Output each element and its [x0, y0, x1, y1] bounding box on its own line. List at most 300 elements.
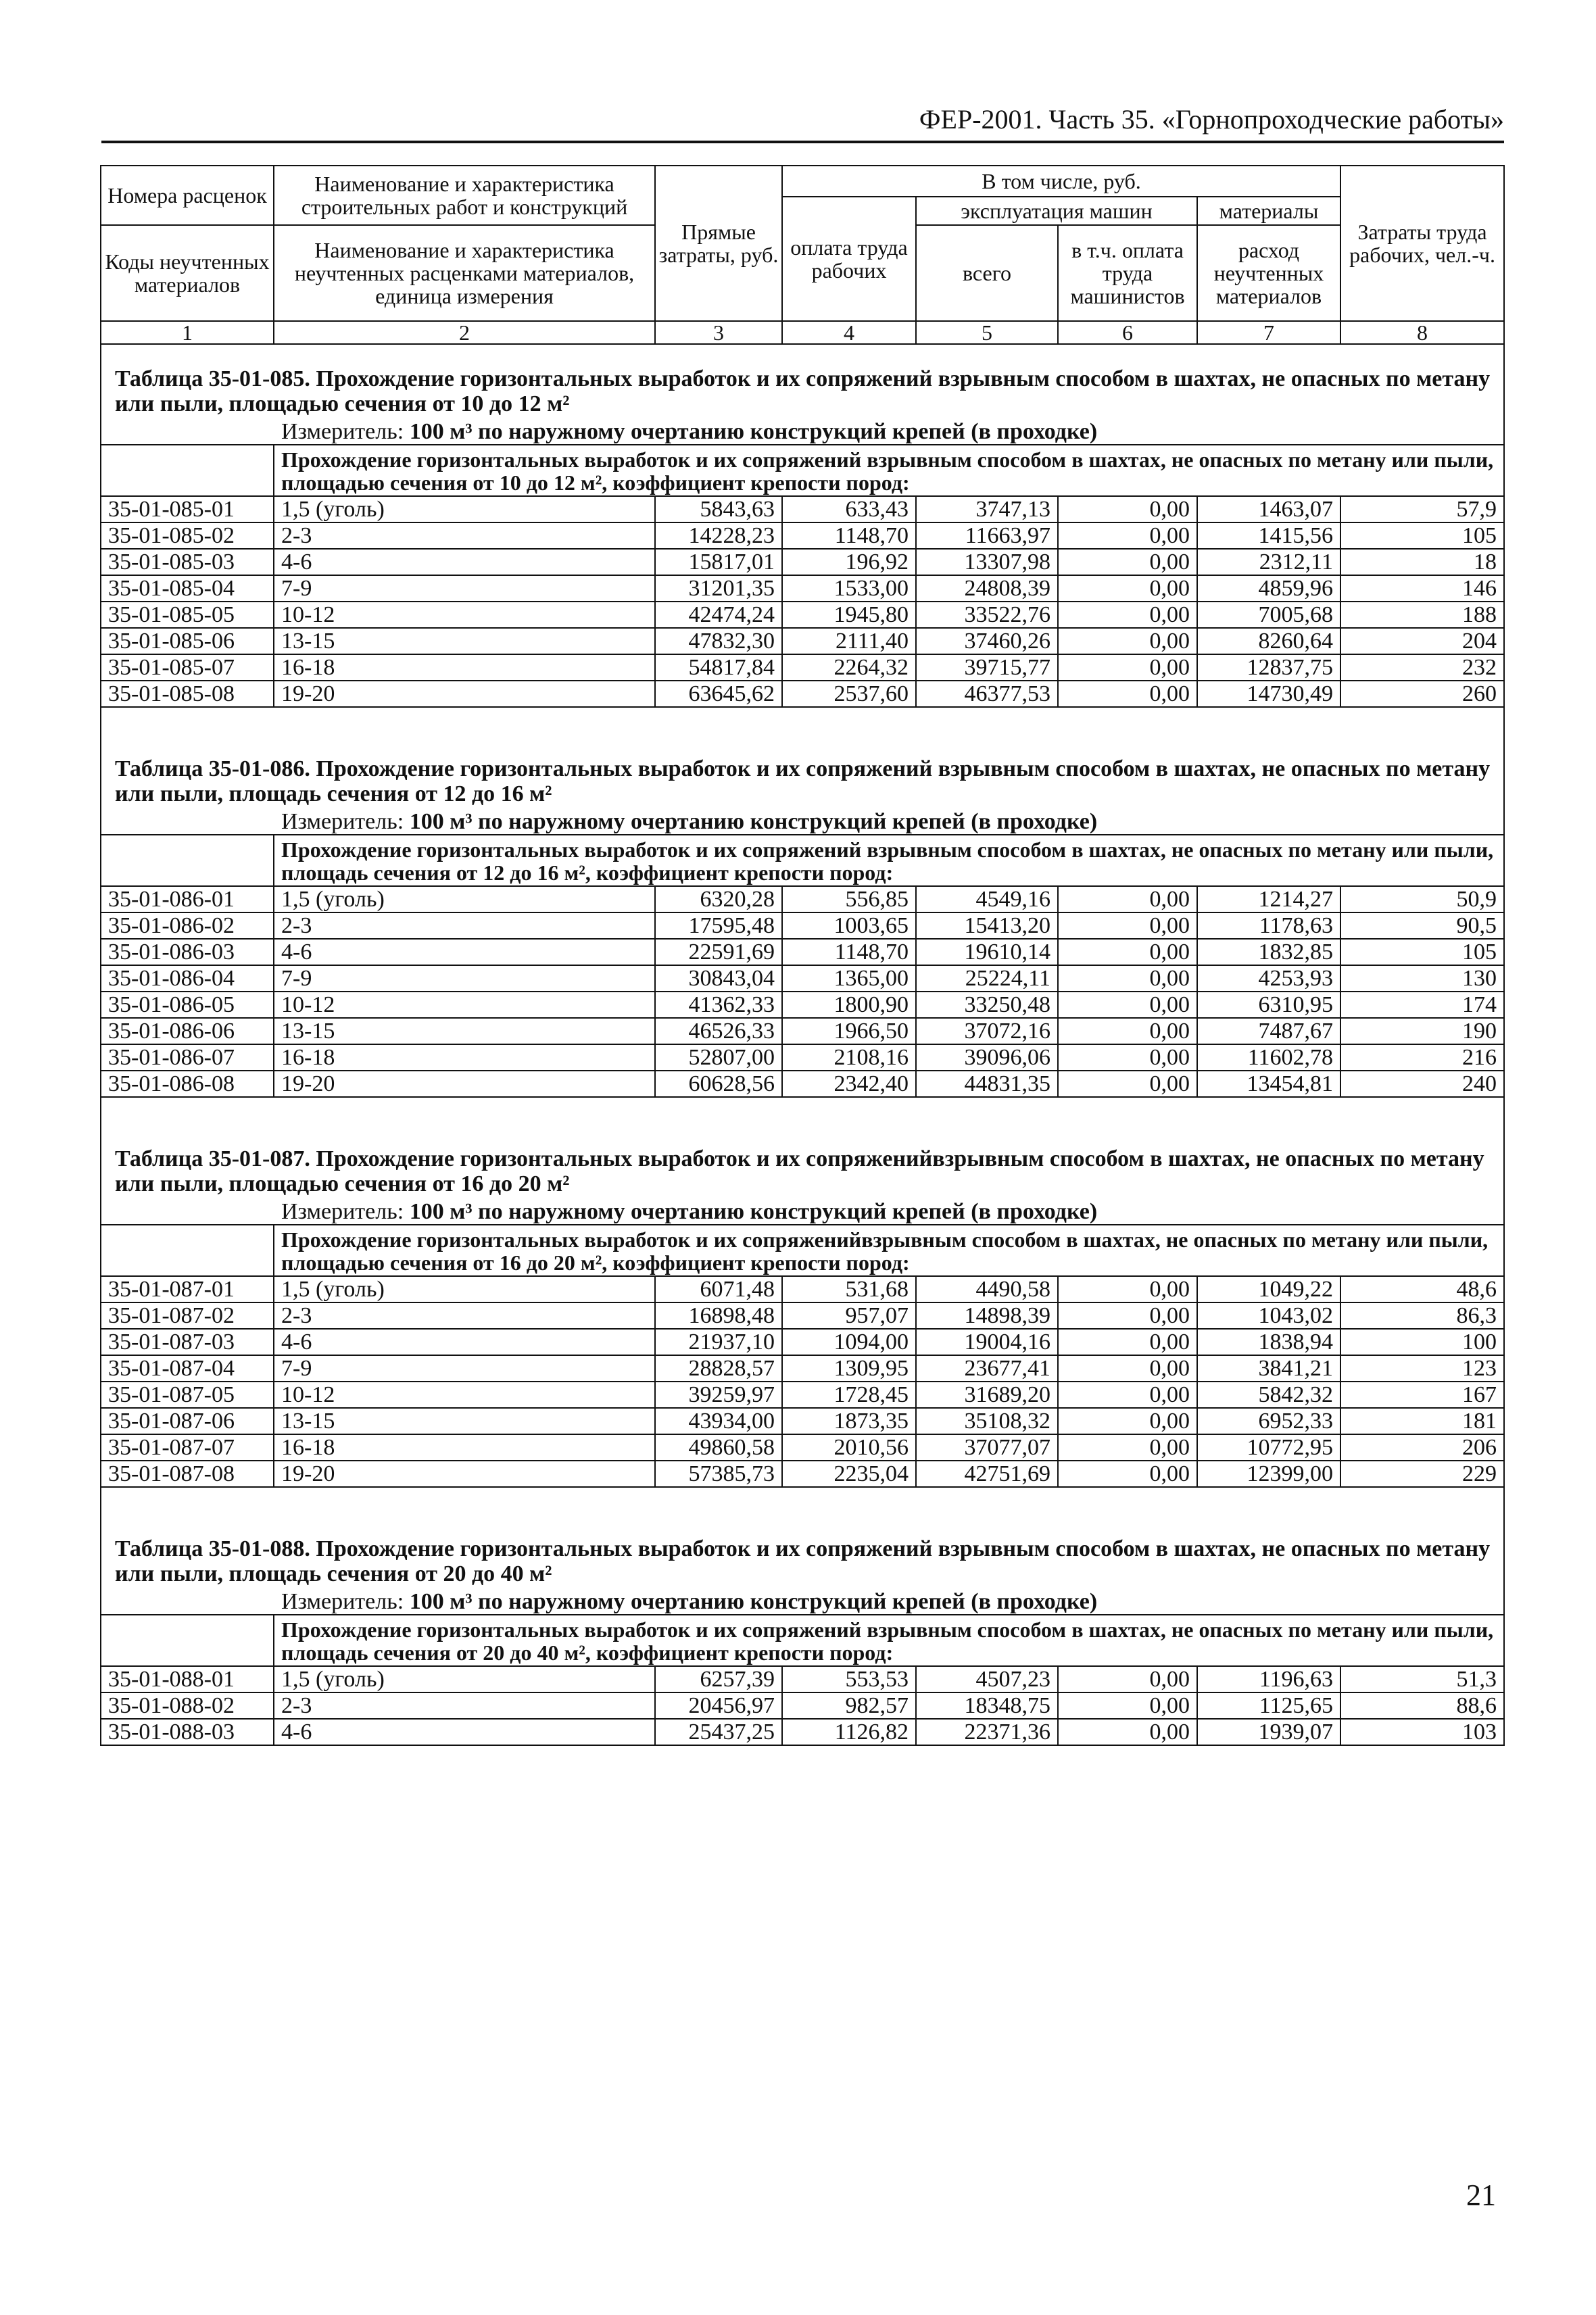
- labor-pay: 2010,56: [782, 1434, 916, 1461]
- machine-total: 44831,35: [916, 1071, 1058, 1097]
- labor-hours: 88,6: [1340, 1692, 1504, 1719]
- direct-costs: 5843,63: [655, 496, 782, 522]
- labor-hours: 188: [1340, 602, 1504, 628]
- rock-hardness: 19-20: [274, 1071, 655, 1097]
- rate-code: 35-01-087-01: [101, 1276, 274, 1302]
- direct-costs: 57385,73: [655, 1461, 782, 1487]
- section-description-row: [101, 1615, 1504, 1666]
- machine-operator-pay: 0,00: [1058, 1355, 1197, 1382]
- measure-value: 100 м³ по наружному очертанию конструкций крепей (в проходке): [409, 1589, 1098, 1614]
- header-labor-hours: Затраты труда рабочих, чел.-ч.: [1340, 166, 1504, 321]
- machine-total: 23677,41: [916, 1355, 1058, 1382]
- labor-hours: 105: [1340, 522, 1504, 549]
- materials: 1196,63: [1197, 1666, 1340, 1692]
- machine-operator-pay: 0,00: [1058, 1719, 1197, 1745]
- table-row: [101, 1276, 1504, 1302]
- table-row: [101, 1692, 1504, 1719]
- table-title: [101, 735, 1504, 809]
- measure-row: [101, 809, 1504, 835]
- table-row: [101, 602, 1504, 628]
- direct-costs: 15817,01: [655, 549, 782, 575]
- direct-costs: 6071,48: [655, 1276, 782, 1302]
- rock-hardness: 13-15: [274, 1018, 655, 1044]
- direct-costs: 60628,56: [655, 1071, 782, 1097]
- labor-pay: 1126,82: [782, 1719, 916, 1745]
- rock-hardness: 1,5 (уголь): [274, 496, 655, 522]
- section-description: Прохождение горизонтальных выработок и их сопряжений взрывным способом в шахтах, не опасных по метану или пыли, площадь сечения от 20 до 40 м², коэффициент крепости пород:: [274, 1615, 1504, 1666]
- rock-hardness: 7-9: [274, 575, 655, 602]
- rock-hardness: 7-9: [274, 965, 655, 992]
- machine-operator-pay: 0,00: [1058, 1692, 1197, 1719]
- machine-operator-pay: 0,00: [1058, 1302, 1197, 1329]
- running-header: ФЕР-2001. Часть 35. «Горнопроходческие работы»: [101, 103, 1504, 143]
- labor-pay: 1365,00: [782, 965, 916, 992]
- machine-total: 4507,23: [916, 1666, 1058, 1692]
- labor-hours: 100: [1340, 1329, 1504, 1355]
- labor-pay: 553,53: [782, 1666, 916, 1692]
- direct-costs: 6257,39: [655, 1666, 782, 1692]
- table-row: [101, 1329, 1504, 1355]
- direct-costs: 17595,48: [655, 912, 782, 939]
- header-direct-costs: Прямые затраты, руб.: [655, 166, 782, 321]
- labor-pay: 1728,45: [782, 1382, 916, 1408]
- materials: 14730,49: [1197, 681, 1340, 707]
- materials: 4859,96: [1197, 575, 1340, 602]
- rate-code: 35-01-085-02: [101, 522, 274, 549]
- labor-hours: 181: [1340, 1408, 1504, 1434]
- rock-hardness: 13-15: [274, 1408, 655, 1434]
- table-number: Таблица 35-01-088.: [115, 1536, 310, 1561]
- machine-total: 25224,11: [916, 965, 1058, 992]
- machine-total: 4549,16: [916, 886, 1058, 912]
- header-materials: материалы: [1197, 197, 1340, 225]
- table-row: [101, 1382, 1504, 1408]
- rate-code: 35-01-085-06: [101, 628, 274, 654]
- column-number-row: [101, 321, 1504, 344]
- rock-hardness: 4-6: [274, 939, 655, 965]
- direct-costs: 39259,97: [655, 1382, 782, 1408]
- labor-hours: 174: [1340, 992, 1504, 1018]
- machine-operator-pay: 0,00: [1058, 1276, 1197, 1302]
- rate-code: 35-01-086-04: [101, 965, 274, 992]
- materials: 1463,07: [1197, 496, 1340, 522]
- measure-label: Измеритель:: [281, 419, 404, 444]
- table-title: [101, 1125, 1504, 1199]
- rate-code: 35-01-085-08: [101, 681, 274, 707]
- materials: 1415,56: [1197, 522, 1340, 549]
- rate-code: 35-01-088-03: [101, 1719, 274, 1745]
- table-row: [101, 1461, 1504, 1487]
- labor-pay: 2537,60: [782, 681, 916, 707]
- rate-code: 35-01-086-03: [101, 939, 274, 965]
- machine-total: 31689,20: [916, 1382, 1058, 1408]
- machine-total: 18348,75: [916, 1692, 1058, 1719]
- rate-code: 35-01-087-06: [101, 1408, 274, 1434]
- rate-code: 35-01-087-03: [101, 1329, 274, 1355]
- direct-costs: 31201,35: [655, 575, 782, 602]
- table-number: Таблица 35-01-087.: [115, 1146, 310, 1171]
- labor-pay: 2342,40: [782, 1071, 916, 1097]
- measure: [101, 1589, 1504, 1615]
- machine-total: 42751,69: [916, 1461, 1058, 1487]
- machine-operator-pay: 0,00: [1058, 549, 1197, 575]
- labor-pay: 1800,90: [782, 992, 916, 1018]
- materials: 7005,68: [1197, 602, 1340, 628]
- table-row: [101, 681, 1504, 707]
- header-codes-unaccounted: Коды неучтенных материалов: [101, 225, 274, 321]
- measure-label: Измеритель:: [281, 809, 404, 834]
- measure: [101, 419, 1504, 445]
- labor-hours: 57,9: [1340, 496, 1504, 522]
- measure: [101, 809, 1504, 835]
- measure-label: Измеритель:: [281, 1199, 404, 1224]
- table-row: [101, 575, 1504, 602]
- rate-code: 35-01-085-03: [101, 549, 274, 575]
- machine-total: 11663,97: [916, 522, 1058, 549]
- labor-hours: 260: [1340, 681, 1504, 707]
- rock-hardness: 4-6: [274, 1329, 655, 1355]
- table-title-row: [101, 344, 1504, 419]
- table-row: [101, 1666, 1504, 1692]
- materials: 1049,22: [1197, 1276, 1340, 1302]
- labor-pay: 1533,00: [782, 575, 916, 602]
- labor-hours: 167: [1340, 1382, 1504, 1408]
- machine-operator-pay: 0,00: [1058, 1329, 1197, 1355]
- measure-row: [101, 1589, 1504, 1615]
- rock-hardness: 10-12: [274, 992, 655, 1018]
- section-description-row: [101, 1225, 1504, 1276]
- table-spacer: [101, 707, 1504, 735]
- labor-pay: 1148,70: [782, 522, 916, 549]
- rock-hardness: 13-15: [274, 628, 655, 654]
- machine-total: 19610,14: [916, 939, 1058, 965]
- rock-hardness: 16-18: [274, 1044, 655, 1071]
- table-spacer: [101, 1487, 1504, 1515]
- machine-total: 37072,16: [916, 1018, 1058, 1044]
- labor-pay: 2264,32: [782, 654, 916, 681]
- direct-costs: 49860,58: [655, 1434, 782, 1461]
- materials: 1832,85: [1197, 939, 1340, 965]
- machine-operator-pay: 0,00: [1058, 1434, 1197, 1461]
- measure-label: Измеритель:: [281, 1589, 404, 1614]
- table-row: [101, 1355, 1504, 1382]
- direct-costs: 21937,10: [655, 1329, 782, 1355]
- machine-total: 22371,36: [916, 1719, 1058, 1745]
- rate-code: 35-01-085-07: [101, 654, 274, 681]
- machine-total: 13307,98: [916, 549, 1058, 575]
- machine-operator-pay: 0,00: [1058, 1044, 1197, 1071]
- section-description: Прохождение горизонтальных выработок и их сопряжений взрывным способом в шахтах, не опасных по метану или пыли, площадью сечения от 10 до 12 м², коэффициент крепости пород:: [274, 445, 1504, 496]
- section-description: Прохождение горизонтальных выработок и их сопряженийвзрывным способом в шахтах, не опасных по метану или пыли, площадью сечения от 16 до 20 м², коэффициент крепости пород:: [274, 1225, 1504, 1276]
- labor-pay: 2108,16: [782, 1044, 916, 1071]
- table-header: [101, 166, 1504, 344]
- labor-hours: 232: [1340, 654, 1504, 681]
- labor-pay: 1094,00: [782, 1329, 916, 1355]
- table-title-text: Прохождение горизонтальных выработок и их сопряжений взрывным способом в шахтах, не опасных по метану или пыли, площадь сечения от 20 до 40 м²: [115, 1536, 1491, 1586]
- labor-pay: 1873,35: [782, 1408, 916, 1434]
- rock-hardness: 1,5 (уголь): [274, 1276, 655, 1302]
- rate-code: 35-01-087-08: [101, 1461, 274, 1487]
- materials: 1178,63: [1197, 912, 1340, 939]
- labor-hours: 240: [1340, 1071, 1504, 1097]
- machine-operator-pay: 0,00: [1058, 1382, 1197, 1408]
- rate-code: 35-01-087-07: [101, 1434, 274, 1461]
- direct-costs: 30843,04: [655, 965, 782, 992]
- measure-value: 100 м³ по наружному очертанию конструкций крепей (в проходке): [409, 1199, 1098, 1224]
- machine-operator-pay: 0,00: [1058, 654, 1197, 681]
- labor-pay: 2111,40: [782, 628, 916, 654]
- rock-hardness: 2-3: [274, 1302, 655, 1329]
- table-row: [101, 654, 1504, 681]
- table-title: [101, 344, 1504, 419]
- rate-code: 35-01-086-07: [101, 1044, 274, 1071]
- table-row: [101, 1018, 1504, 1044]
- table-row: [101, 1302, 1504, 1329]
- table-title-text: Прохождение горизонтальных выработок и их сопряжений взрывным способом в шахтах, не опасных по метану или пыли, площадь сечения от 12 до 16 м²: [115, 756, 1491, 806]
- spacer-cell: [101, 1487, 1504, 1515]
- main-table: [100, 165, 1505, 1746]
- direct-costs: 25437,25: [655, 1719, 782, 1745]
- rock-hardness: 4-6: [274, 1719, 655, 1745]
- rock-hardness: 2-3: [274, 522, 655, 549]
- table-row: [101, 1434, 1504, 1461]
- header-machine-operator-pay: в т.ч. оплата труда машинистов: [1058, 225, 1197, 321]
- materials: 3841,21: [1197, 1355, 1340, 1382]
- table-row: [101, 992, 1504, 1018]
- machine-total: 24808,39: [916, 575, 1058, 602]
- page-number: 21: [1466, 2178, 1496, 2212]
- machine-total: 33522,76: [916, 602, 1058, 628]
- measure-value: 100 м³ по наружному очертанию конструкций крепей (в проходке): [409, 809, 1098, 834]
- labor-pay: 1945,80: [782, 602, 916, 628]
- rate-code: 35-01-086-08: [101, 1071, 274, 1097]
- column-number: 6: [1058, 321, 1197, 344]
- table-row: [101, 912, 1504, 939]
- machine-operator-pay: 0,00: [1058, 1408, 1197, 1434]
- materials: 11602,78: [1197, 1044, 1340, 1071]
- rate-code: 35-01-086-02: [101, 912, 274, 939]
- labor-hours: 90,5: [1340, 912, 1504, 939]
- materials: 10772,95: [1197, 1434, 1340, 1461]
- column-number: 2: [274, 321, 655, 344]
- materials: 4253,93: [1197, 965, 1340, 992]
- rate-code: 35-01-085-05: [101, 602, 274, 628]
- table-number: Таблица 35-01-085.: [115, 366, 310, 391]
- rate-code: 35-01-085-01: [101, 496, 274, 522]
- rock-hardness: 19-20: [274, 681, 655, 707]
- rock-hardness: 16-18: [274, 654, 655, 681]
- section-description: Прохождение горизонтальных выработок и их сопряжений взрывным способом в шахтах, не опасных по метану или пыли, площадь сечения от 12 до 16 м², коэффициент крепости пород:: [274, 835, 1504, 886]
- direct-costs: 47832,30: [655, 628, 782, 654]
- table-row: [101, 1719, 1504, 1745]
- rate-code: 35-01-088-02: [101, 1692, 274, 1719]
- table-row: [101, 549, 1504, 575]
- rock-hardness: 16-18: [274, 1434, 655, 1461]
- machine-operator-pay: 0,00: [1058, 1071, 1197, 1097]
- direct-costs: 20456,97: [655, 1692, 782, 1719]
- rock-hardness: 1,5 (уголь): [274, 886, 655, 912]
- rate-code: 35-01-087-02: [101, 1302, 274, 1329]
- rate-code: 35-01-086-05: [101, 992, 274, 1018]
- materials: 12399,00: [1197, 1461, 1340, 1487]
- labor-hours: 86,3: [1340, 1302, 1504, 1329]
- measure-value: 100 м³ по наружному очертанию конструкций крепей (в проходке): [409, 419, 1098, 444]
- machine-operator-pay: 0,00: [1058, 1461, 1197, 1487]
- column-number: 5: [916, 321, 1058, 344]
- labor-pay: 1966,50: [782, 1018, 916, 1044]
- column-number: 3: [655, 321, 782, 344]
- labor-pay: 196,92: [782, 549, 916, 575]
- machine-total: 37077,07: [916, 1434, 1058, 1461]
- column-number: 8: [1340, 321, 1504, 344]
- machine-operator-pay: 0,00: [1058, 886, 1197, 912]
- machine-total: 39715,77: [916, 654, 1058, 681]
- empty-cell: [101, 835, 274, 886]
- rate-code: 35-01-086-06: [101, 1018, 274, 1044]
- machine-operator-pay: 0,00: [1058, 522, 1197, 549]
- machine-operator-pay: 0,00: [1058, 992, 1197, 1018]
- materials: 6310,95: [1197, 992, 1340, 1018]
- direct-costs: 46526,33: [655, 1018, 782, 1044]
- table-row: [101, 1408, 1504, 1434]
- labor-pay: 1003,65: [782, 912, 916, 939]
- labor-hours: 146: [1340, 575, 1504, 602]
- machine-operator-pay: 0,00: [1058, 575, 1197, 602]
- direct-costs: 43934,00: [655, 1408, 782, 1434]
- rock-hardness: 7-9: [274, 1355, 655, 1382]
- machine-total: 19004,16: [916, 1329, 1058, 1355]
- machine-total: 46377,53: [916, 681, 1058, 707]
- table-row: [101, 522, 1504, 549]
- section-description-row: [101, 445, 1504, 496]
- machine-operator-pay: 0,00: [1058, 681, 1197, 707]
- rate-code: 35-01-087-05: [101, 1382, 274, 1408]
- table-row: [101, 1044, 1504, 1071]
- labor-pay: 2235,04: [782, 1461, 916, 1487]
- machine-operator-pay: 0,00: [1058, 1666, 1197, 1692]
- table-title: [101, 1515, 1504, 1589]
- header-including: В том числе, руб.: [782, 166, 1340, 197]
- materials: 6952,33: [1197, 1408, 1340, 1434]
- materials: 13454,81: [1197, 1071, 1340, 1097]
- machine-total: 4490,58: [916, 1276, 1058, 1302]
- header-machine-operation: эксплуатация машин: [916, 197, 1197, 225]
- machine-total: 33250,48: [916, 992, 1058, 1018]
- machine-operator-pay: 0,00: [1058, 602, 1197, 628]
- measure-row: [101, 1199, 1504, 1225]
- header-rate-number: Номера расценок: [101, 166, 274, 225]
- rate-code: 35-01-088-01: [101, 1666, 274, 1692]
- measure: [101, 1199, 1504, 1225]
- labor-pay: 1148,70: [782, 939, 916, 965]
- header-machine-total: всего: [916, 225, 1058, 321]
- rock-hardness: 2-3: [274, 912, 655, 939]
- machine-operator-pay: 0,00: [1058, 1018, 1197, 1044]
- labor-hours: 18: [1340, 549, 1504, 575]
- labor-pay: 531,68: [782, 1276, 916, 1302]
- machine-operator-pay: 0,00: [1058, 496, 1197, 522]
- header-materials-unaccounted: расход неучтенных материалов: [1197, 225, 1340, 321]
- rock-hardness: 2-3: [274, 1692, 655, 1719]
- machine-total: 37460,26: [916, 628, 1058, 654]
- header-labor-pay: оплата труда рабочих: [782, 197, 916, 321]
- direct-costs: 14228,23: [655, 522, 782, 549]
- machine-operator-pay: 0,00: [1058, 965, 1197, 992]
- materials: 7487,67: [1197, 1018, 1340, 1044]
- table-row: [101, 886, 1504, 912]
- labor-pay: 1309,95: [782, 1355, 916, 1382]
- column-number: 7: [1197, 321, 1340, 344]
- table-title-text: Прохождение горизонтальных выработок и их сопряжений взрывным способом в шахтах, не опасных по метану или пыли, площадью сечения от 10 до 12 м²: [115, 366, 1491, 416]
- labor-hours: 105: [1340, 939, 1504, 965]
- materials: 12837,75: [1197, 654, 1340, 681]
- column-number: 1: [101, 321, 274, 344]
- rock-hardness: 1,5 (уголь): [274, 1666, 655, 1692]
- table-title-row: [101, 1125, 1504, 1199]
- labor-hours: 204: [1340, 628, 1504, 654]
- table-title-text: Прохождение горизонтальных выработок и их сопряженийвзрывным способом в шахтах, не опасных по метану или пыли, площадью сечения от 16 до 20 м²: [115, 1146, 1484, 1196]
- machine-total: 14898,39: [916, 1302, 1058, 1329]
- labor-pay: 633,43: [782, 496, 916, 522]
- materials: 8260,64: [1197, 628, 1340, 654]
- table-row: [101, 628, 1504, 654]
- rock-hardness: 10-12: [274, 602, 655, 628]
- table-number: Таблица 35-01-086.: [115, 756, 310, 781]
- direct-costs: 54817,84: [655, 654, 782, 681]
- labor-hours: 50,9: [1340, 886, 1504, 912]
- spacer-cell: [101, 707, 1504, 735]
- rate-code: 35-01-085-04: [101, 575, 274, 602]
- table-title-row: [101, 735, 1504, 809]
- materials: 5842,32: [1197, 1382, 1340, 1408]
- table-title-row: [101, 1515, 1504, 1589]
- materials: 1214,27: [1197, 886, 1340, 912]
- machine-total: 35108,32: [916, 1408, 1058, 1434]
- labor-hours: 216: [1340, 1044, 1504, 1071]
- section-description-row: [101, 835, 1504, 886]
- table-row: [101, 965, 1504, 992]
- labor-hours: 51,3: [1340, 1666, 1504, 1692]
- labor-pay: 982,57: [782, 1692, 916, 1719]
- table-row: [101, 496, 1504, 522]
- table-spacer: [101, 1097, 1504, 1125]
- labor-pay: 556,85: [782, 886, 916, 912]
- rock-hardness: 10-12: [274, 1382, 655, 1408]
- materials: 2312,11: [1197, 549, 1340, 575]
- direct-costs: 42474,24: [655, 602, 782, 628]
- machine-total: 39096,06: [916, 1044, 1058, 1071]
- rock-hardness: 4-6: [274, 549, 655, 575]
- empty-cell: [101, 445, 274, 496]
- machine-operator-pay: 0,00: [1058, 912, 1197, 939]
- machine-operator-pay: 0,00: [1058, 939, 1197, 965]
- labor-hours: 130: [1340, 965, 1504, 992]
- labor-hours: 103: [1340, 1719, 1504, 1745]
- labor-pay: 957,07: [782, 1302, 916, 1329]
- labor-hours: 123: [1340, 1355, 1504, 1382]
- direct-costs: 41362,33: [655, 992, 782, 1018]
- spacer-cell: [101, 1097, 1504, 1125]
- column-number: 4: [782, 321, 916, 344]
- machine-operator-pay: 0,00: [1058, 628, 1197, 654]
- empty-cell: [101, 1225, 274, 1276]
- header-name: Наименование и характеристика строительных работ и конструкций: [274, 166, 655, 225]
- direct-costs: 16898,48: [655, 1302, 782, 1329]
- materials: 1125,65: [1197, 1692, 1340, 1719]
- direct-costs: 52807,00: [655, 1044, 782, 1071]
- labor-hours: 206: [1340, 1434, 1504, 1461]
- materials: 1939,07: [1197, 1719, 1340, 1745]
